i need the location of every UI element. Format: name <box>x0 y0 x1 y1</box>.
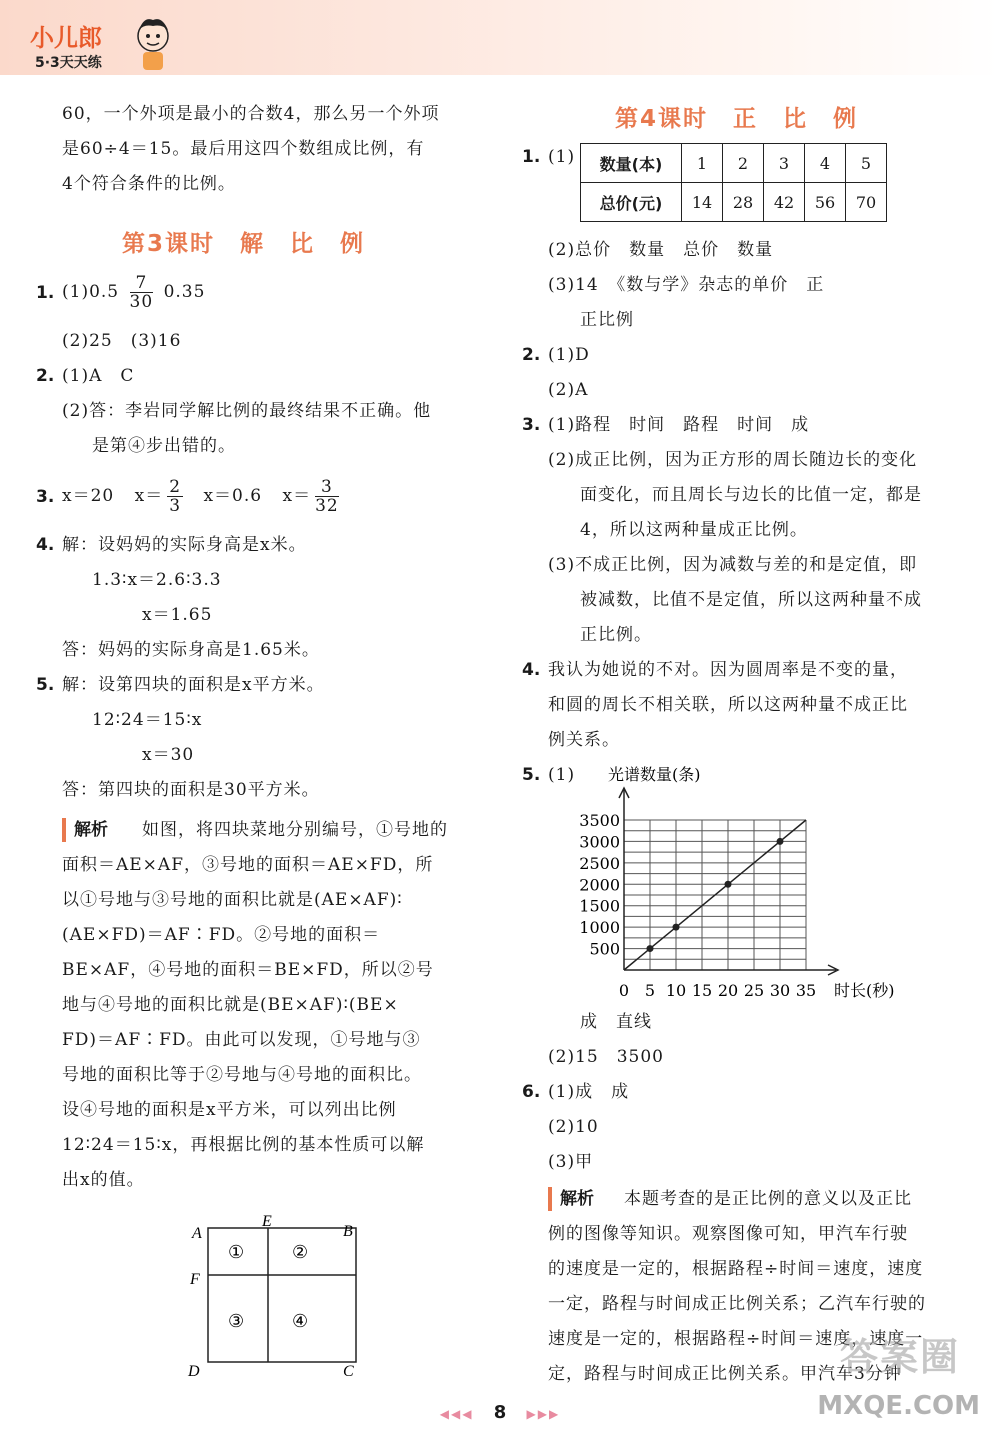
table-cell: 42 <box>764 183 805 222</box>
table-cell: 28 <box>723 183 764 222</box>
r-q1-sub1: (1) <box>548 147 576 167</box>
q2-line-3: 是第④步出错的。 <box>92 436 236 456</box>
section-title-lesson3: 第3课时 解 比 例 <box>122 231 366 257</box>
table-cell: 2 <box>723 144 764 183</box>
intro-line-3: 4个符合条件的比例。 <box>62 174 236 194</box>
chart-title: 光谱数量(条) <box>608 765 701 784</box>
r-q3-number: 3. <box>522 415 541 435</box>
plot-1-label: ① <box>228 1242 245 1263</box>
q5-line-2: 12∶24＝15∶x <box>92 710 203 730</box>
q1-fraction <box>130 274 154 311</box>
plot-diagram <box>180 1212 370 1382</box>
y-tick-label: 2000 <box>579 875 620 895</box>
data-point <box>725 881 732 888</box>
data-point <box>777 838 784 845</box>
data-point <box>647 945 654 952</box>
q5-number: 5. <box>36 675 55 695</box>
r-q1-line-4: 正比例 <box>580 310 634 330</box>
r-q6-number: 6. <box>522 1082 541 1102</box>
table-cell: 14 <box>682 183 723 222</box>
q3-number: 3. <box>36 487 55 507</box>
analysis-right-line-2: 的速度是一定的，根据路程÷时间＝速度，速度 <box>548 1259 924 1279</box>
r-q2-line-1: (1)D <box>548 345 590 365</box>
plot-2-label: ② <box>292 1242 309 1263</box>
q5-line-1: 解：设第四块的面积是x平方米。 <box>62 675 325 695</box>
q1-number: 1. <box>36 283 55 303</box>
q1-answer-a: (1)0.5 <box>62 282 120 302</box>
r-q5-number: 5. <box>522 765 541 785</box>
q1-line-1 <box>62 270 205 318</box>
mascot-icon <box>132 14 174 72</box>
analysis-right-line-1: 例的图像等知识。观察图像可知，甲汽车行驶 <box>548 1224 908 1244</box>
plot-4-label: ④ <box>292 1311 309 1332</box>
series-name: 5·3天天练 <box>35 55 102 71</box>
q3-x3: x＝0.6 <box>203 486 263 506</box>
r-q4-line-3: 例关系。 <box>548 730 620 750</box>
r-q1-line-2: (2)总价 数量 总价 数量 <box>548 240 774 260</box>
q3-x4: x＝ <box>282 486 312 506</box>
r-q5-after-chart: 成 直线 <box>580 1012 652 1032</box>
watermark-logo: 答案圈 <box>839 1335 960 1379</box>
q4-line-1: 解：设妈妈的实际身高是x米。 <box>62 535 307 555</box>
q3-fraction-1 <box>167 478 183 515</box>
analysis-left-line-6: FD)＝AF∶FD。由此可以发现，①号地与③ <box>62 1030 421 1050</box>
r-q5-sub1: (1) <box>548 765 576 785</box>
analysis-left-line-1: 面积＝AE×AF，③号地的面积＝AE×FD，所 <box>62 855 434 875</box>
q3-fraction-2 <box>315 478 339 515</box>
q1-frac-denominator: 30 <box>129 292 154 312</box>
analysis-left-line-9: 12∶24＝15∶x，再根据比例的基本性质可以解 <box>62 1135 425 1155</box>
x-tick-label: 5 <box>644 981 656 1000</box>
x-tick-label: 25 <box>743 981 765 1000</box>
table-row <box>581 144 887 183</box>
y-tick-label: 500 <box>589 939 620 959</box>
q5-line-4: 答：第四块的面积是30平方米。 <box>62 780 320 800</box>
r-q2-number: 2. <box>522 345 541 365</box>
intro-line-1: 60，一个外项是最小的合数4，那么另一个外项 <box>62 104 440 124</box>
table-head-quantity: 数量(本) <box>581 144 682 183</box>
analysis-left-first: 如图，将四块菜地分别编号，①号地的 <box>142 820 448 840</box>
q3-f2-denominator: 32 <box>315 496 339 516</box>
r-q3-line-4: 4，所以这两种量成正比例。 <box>580 520 808 540</box>
section-title-lesson4: 第4课时 正 比 例 <box>615 106 859 132</box>
table-cell: 3 <box>764 144 805 183</box>
table-row <box>581 183 887 222</box>
y-tick-label: 3500 <box>579 811 620 830</box>
q3-f2-numerator: 3 <box>315 478 339 497</box>
label-e: E <box>262 1213 272 1230</box>
r-q3-line-7: 正比例。 <box>580 625 652 645</box>
q3-line <box>62 474 343 522</box>
table-cell: 5 <box>846 144 887 183</box>
analysis-badge-left: 解析 <box>62 818 108 842</box>
q4-line-2: 1.3∶x＝2.6∶3.3 <box>92 570 222 590</box>
q2-number: 2. <box>36 366 55 386</box>
r-q4-number: 4. <box>522 660 541 680</box>
label-f: F <box>190 1271 200 1288</box>
analysis-left-line-5: 地与④号地的面积比就是(BE×AF)∶(BE× <box>62 995 399 1015</box>
y-tick-label: 1500 <box>579 896 620 916</box>
r-q1-line-3: (3)14 《数与学》杂志的单价 正 <box>548 275 825 295</box>
r-q4-line-1: 我认为她说的不对。因为圆周率是不变的量， <box>548 660 908 680</box>
r-q3-line-6: 被减数，比值不是定值，所以这两种量不成 <box>580 590 922 610</box>
brand-logo: 小儿郎 <box>30 24 102 52</box>
data-point <box>673 924 680 931</box>
q2-line-2: (2)答：李岩同学解比例的最终结果不正确。他 <box>62 401 432 421</box>
spectrum-chart <box>560 760 920 1005</box>
watermark: MXQE.COM <box>817 1391 980 1421</box>
label-c: C <box>343 1363 354 1380</box>
q4-number: 4. <box>36 535 55 555</box>
q4-line-3: x＝1.65 <box>142 605 213 625</box>
r-q2-line-2: (2)A <box>548 380 589 400</box>
y-tick-label: 2500 <box>579 853 620 873</box>
analysis-right-line-5: 定，路程与时间成正比例关系。甲汽车3分钟 <box>548 1364 902 1384</box>
r-q4-line-2: 和圆的周长不相关联，所以这两种量不成正比 <box>548 695 908 715</box>
x-tick-label: 15 <box>691 981 713 1000</box>
table-cell: 70 <box>846 183 887 222</box>
next-arrows-icon: ▶▶▶ <box>526 1407 561 1421</box>
page-number: 8 <box>493 1402 507 1423</box>
label-d: D <box>188 1363 200 1380</box>
prev-arrows-icon: ◀◀◀ <box>439 1407 474 1421</box>
y-tick-label: 3000 <box>579 832 620 852</box>
r-q5-line-2: (2)15 3500 <box>548 1047 664 1067</box>
y-tick-label: 1000 <box>579 918 620 938</box>
r-q3-line-3: 面变化，而且周长与边长的比值一定，都是 <box>580 485 922 505</box>
x-tick-label: 20 <box>717 981 739 1000</box>
label-a: A <box>192 1225 202 1242</box>
table-head-total: 总价(元) <box>581 183 682 222</box>
plot-3-label: ③ <box>228 1311 245 1332</box>
analysis-badge-right: 解析 <box>548 1187 594 1211</box>
q1-frac-numerator: 7 <box>130 274 154 293</box>
label-b: B <box>343 1223 353 1240</box>
q2-line-1: (1)A C <box>62 366 135 386</box>
x-tick-label: 35 <box>795 981 817 1000</box>
q5-line-3: x＝30 <box>142 745 195 765</box>
q1-answer-b: 0.35 <box>163 282 206 302</box>
analysis-left-line-7: 号地的面积比等于②号地与④号地的面积比。 <box>62 1065 422 1085</box>
r-q6-line-2: (2)10 <box>548 1117 599 1137</box>
r-q6-line-3: (3)甲 <box>548 1152 594 1172</box>
q3-x1: x＝20 <box>62 486 115 506</box>
r-q3-line-5: (3)不成正比例，因为减数与差的和是定值，即 <box>548 555 918 575</box>
q4-line-4: 答：妈妈的实际身高是1.65米。 <box>62 640 320 660</box>
r-q1-number: 1. <box>522 147 541 167</box>
q3-f1-denominator: 3 <box>169 496 182 516</box>
x-tick-label: 30 <box>769 981 791 1000</box>
intro-line-2: 是60÷4＝15。最后用这四个数组成比例，有 <box>62 139 425 159</box>
analysis-left-line-2: 以①号地与③号地的面积比就是(AE×AF)∶ <box>62 890 403 910</box>
analysis-right-first: 本题考查的是正比例的意义以及正比 <box>624 1189 912 1209</box>
table-cell: 56 <box>805 183 846 222</box>
r-q3-line-2: (2)成正比例，因为正方形的周长随边长的变化 <box>548 450 918 470</box>
table-cell: 4 <box>805 144 846 183</box>
q3-x2: x＝ <box>134 486 164 506</box>
x-tick-label: 10 <box>665 981 687 1000</box>
analysis-right-line-4: 速度是一定的，根据路程÷时间＝速度，速度一 <box>548 1329 924 1349</box>
q3-f1-numerator: 2 <box>169 477 182 497</box>
r-q6-line-1: (1)成 成 <box>548 1082 630 1102</box>
chart-x-label: 时长(秒) <box>834 981 895 1000</box>
x-tick-label: 0 <box>618 981 630 1000</box>
analysis-left-line-3: (AE×FD)＝AF∶FD。②号地的面积＝ <box>62 925 381 945</box>
analysis-left-line-10: 出x的值。 <box>62 1170 145 1190</box>
price-table <box>580 143 887 222</box>
r-q3-line-1: (1)路程 时间 路程 时间 成 <box>548 415 810 435</box>
analysis-left-line-8: 设④号地的面积是x平方米，可以列出比例 <box>62 1100 397 1120</box>
table-cell: 1 <box>682 144 723 183</box>
analysis-left-line-4: BE×AF，④号地的面积＝BE×FD，所以②号 <box>62 960 434 980</box>
analysis-right-line-3: 一定，路程与时间成正比例关系；乙汽车行驶的 <box>548 1294 926 1314</box>
q1-line-2: (2)25 (3)16 <box>62 331 182 351</box>
